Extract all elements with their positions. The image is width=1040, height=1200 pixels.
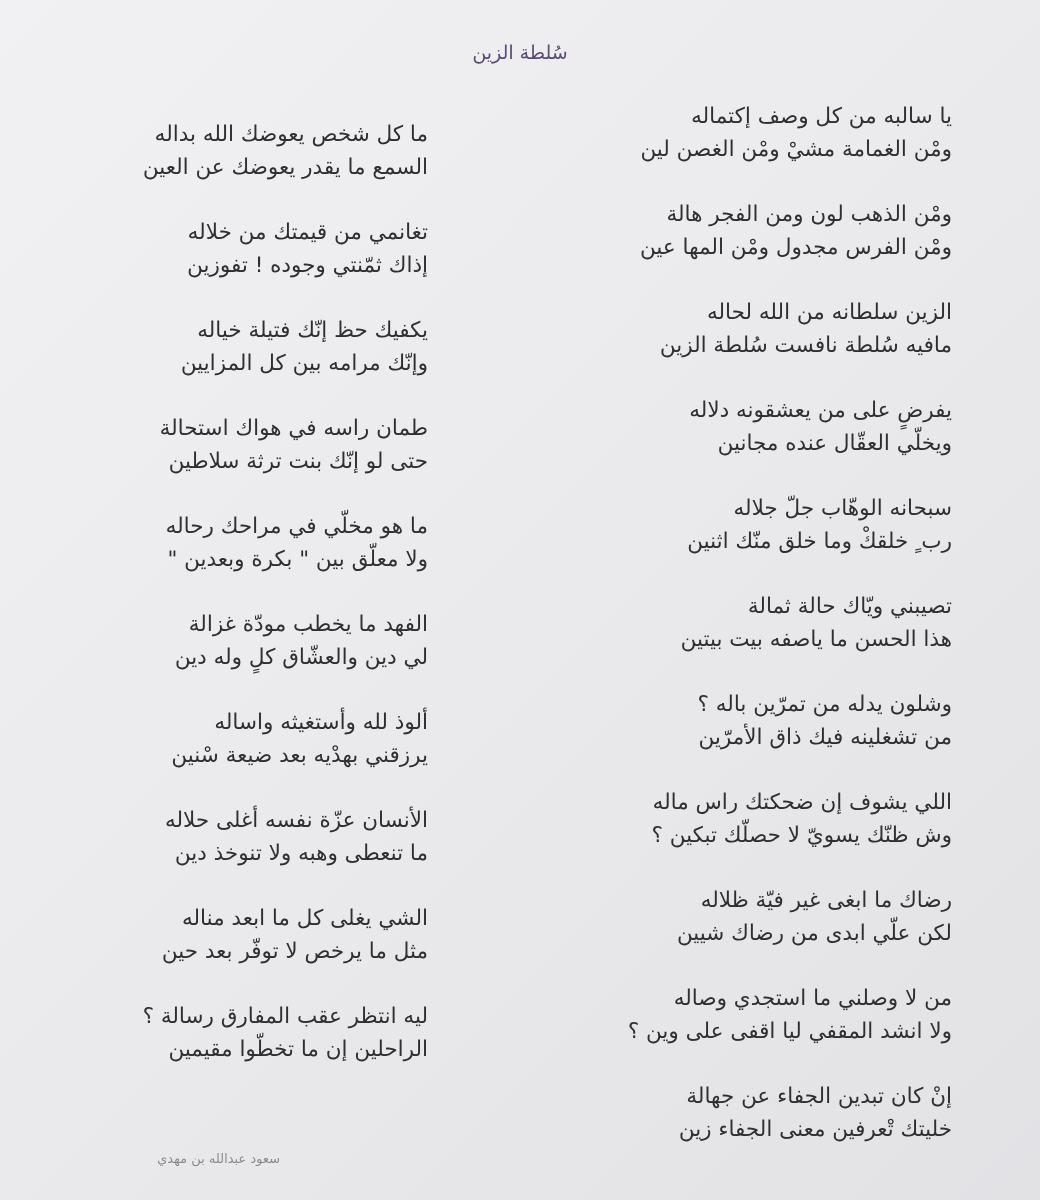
verse-line: لي دين والعشّاق كلٍ وله دين [174,645,428,670]
stanza [48,804,428,902]
verse-line: مثل ما يرخص لا توفّر بعد حين [161,939,428,964]
verse-line: ما هو مخلّي في مراحك رحاله [165,514,428,539]
stanza [48,510,428,608]
verse-line: وش ظنّك يسويّ لا حصلّك تبكين ؟ [651,823,952,848]
verse-line: ألوذ لله وأستغيثه واساله [214,710,428,735]
verse-line: لكن علّي ابدى من رضاك شيين [676,921,952,946]
verse-line: خليتك تْعرفين معنى الجفاء زين [678,1117,952,1142]
verse-line: الفهد ما يخطب مودّة غزالة [188,612,428,637]
verse-line: إنْ كان تبدين الجفاء عن جهالة [686,1084,952,1109]
verse-line: هذا الحسن ما ياصفه بيت بيتين [680,627,952,652]
stanza [572,786,952,884]
verse-line: وإنّك مرامه بين كل المزايين [180,351,428,376]
stanza [572,884,952,982]
stanza [48,314,428,412]
verse-line: طمان راسه في هواك استحالة [159,416,428,441]
poem-column-left [48,118,428,1098]
verse-line: من تشغلينه فيك ذاق الأمرّين [698,725,952,750]
poet-signature: سعود عبدالله بن مهدي [157,1152,280,1167]
verse-line: ما كل شخص يعوضك الله بداله [154,122,428,147]
verse-line: الأنسان عزّة نفسه أغلى حلاله [164,808,428,833]
verse-line: يرزقني بهدْيه بعد ضيعة سْنين [171,743,428,768]
verse-line: إذاك ثمّنتي وجوده ! تفوزين [187,253,428,278]
verse-line: ومْن الغمامة مشيْ ومْن الغصن لين [640,137,952,162]
stanza [572,198,952,296]
stanza [572,982,952,1080]
stanza [48,902,428,1000]
verse-line: السمع ما يقدر يعوضك عن العين [142,155,428,180]
stanza [48,1000,428,1098]
verse-line: من لا وصلني ما استجدي وصاله [673,986,952,1011]
verse-line: يا سالبه من كل وصف إكتماله [691,104,952,129]
verse-line: ليه انتظر عقب المفارق رسالة ؟ [142,1004,428,1029]
verse-line: الشي يغلى كل ما ابعد مناله [181,906,428,931]
verse-line: الراحلين إن ما تخطّوا مقيمين [168,1037,428,1062]
verse-line: تصيبني ويّاك حالة ثمالة [747,594,952,619]
verse-line: تغانمي من قيمتك من خلاله [187,220,428,245]
verse-line: ويخلّي العقّال عنده مجانين [717,431,952,456]
verse-line: رضاك ما ابغى غير فيّة ظلاله [700,888,952,913]
poem-column-right [572,100,952,1178]
stanza [572,1080,952,1178]
verse-line: وشلون يدله من تمرّين باله ؟ [697,692,952,717]
verse-line: ولا انشد المقفي ليا اقفى على وين ؟ [627,1019,952,1044]
stanza [572,296,952,394]
verse-line: ولا معلّق بين " بكرة وبعدين " [167,547,428,572]
stanza [48,412,428,510]
verse-line: مافيه سُلطة نافست سُلطة الزين [659,333,952,358]
stanza [48,608,428,706]
poem-title: سُلطة الزين [472,42,568,64]
verse-line: ما تنعطى وهبه ولا تنوخذ دين [174,841,428,866]
stanza [48,118,428,216]
verse-line: الزين سلطانه من الله لحاله [706,300,952,325]
stanza [48,216,428,314]
stanza [572,394,952,492]
verse-line: سبحانه الوهّاب جلّ جلاله [733,496,952,521]
stanza [572,590,952,688]
stanza [572,688,952,786]
verse-line: رب ٍ خلقكْ وما خلق منّك اثنين [687,529,952,554]
verse-line: يكفيك حظ إنّك فتيلة خياله [197,318,428,343]
verse-line: ومْن الذهب لون ومن الفجر هالة [666,202,952,227]
verse-line: حتى لو إنّك بنت ترثة سلاطين [168,449,428,474]
stanza [48,706,428,804]
verse-line: اللي يشوف إن ضحكتك راس ماله [652,790,952,815]
stanza [572,100,952,198]
verse-line: ومْن الفرس مجدول ومْن المها عين [640,235,952,260]
stanza [572,492,952,590]
verse-line: يفرضٍ على من يعشقونه دلاله [689,398,952,423]
